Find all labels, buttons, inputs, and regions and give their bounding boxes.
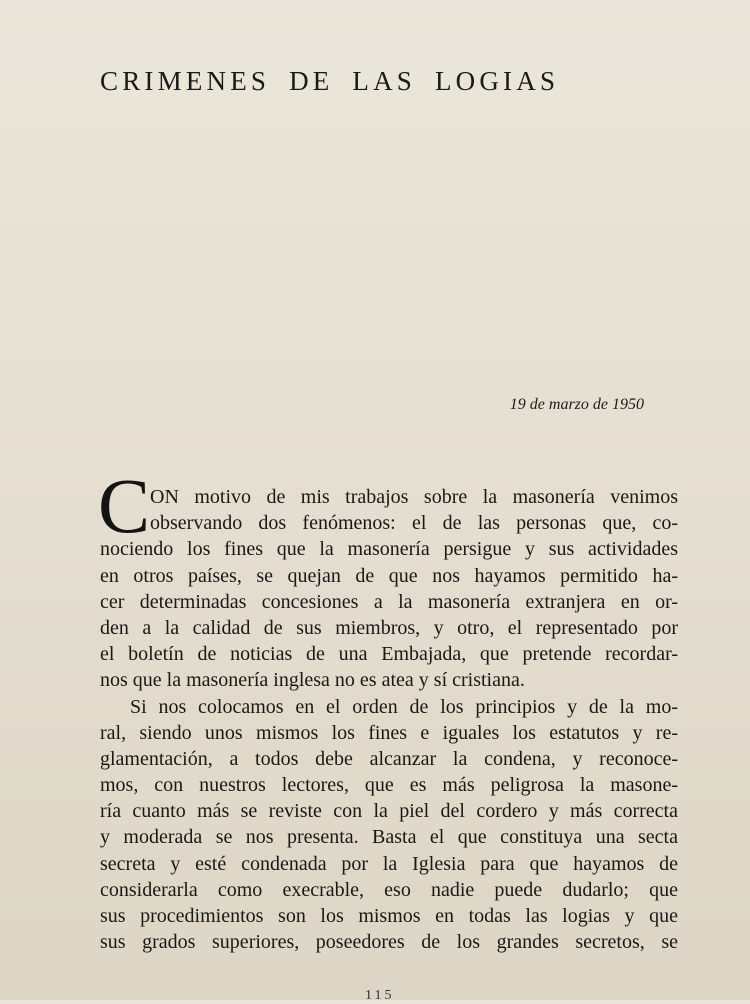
text-line: ON motivo de mis trabajos sobre la masonería venimos <box>150 486 678 508</box>
text-line: ral, siendo unos mismos los fines e iguales los estatutos y re- <box>100 721 678 744</box>
page-number: 115 <box>365 988 395 1003</box>
text-line: den a la calidad de sus miembros, y otro, el representado por <box>100 616 678 639</box>
text-line: considerarla como execrable, eso nadie puede dudarlo; que <box>100 878 678 901</box>
text-line: ría cuanto más se reviste con la piel del cordero y más correcta <box>100 800 678 823</box>
text-line: secreta y esté condenada por la Iglesia para que hayamos de <box>100 852 678 875</box>
drop-cap: C <box>98 462 151 549</box>
chapter-date: 19 de marzo de 1950 <box>509 396 644 413</box>
text-line: glamentación, a todos debe alcanzar la condena, y reconoce- <box>100 747 678 770</box>
text-line: el boletín de noticias de una Embajada, que pretende recordar- <box>100 643 678 666</box>
text-line: cer determinadas concesiones a la masonería extranjera en or- <box>100 590 678 613</box>
text-line: y moderada se nos presenta. Basta el que constituya una secta <box>100 826 678 849</box>
body-text <box>98 462 678 955</box>
chapter-title: CRIMENES DE LAS LOGIAS <box>100 66 560 96</box>
text-line: nos que la masonería inglesa no es atea y sí cristiana. <box>100 669 525 692</box>
text-line: mos, con nuestros lectores, que es más peligrosa la masone- <box>100 774 678 797</box>
text-line: observando dos fenómenos: el de las personas que, co- <box>150 512 678 535</box>
text-line: sus procedimientos son los mismos en todas las logias y que <box>100 905 678 927</box>
paragraph-2 <box>100 694 678 956</box>
paragraph-1 <box>100 484 678 694</box>
text-line: en otros países, se quejan de que nos hayamos permitido ha- <box>100 564 678 587</box>
text-line: Si nos colocamos en el orden de los principios y de la mo- <box>130 695 678 718</box>
text-line: nociendo los fines que la masonería persigue y sus actividades <box>100 538 678 561</box>
text-line: sus grados superiores, poseedores de los grandes secretos, se <box>100 931 678 954</box>
